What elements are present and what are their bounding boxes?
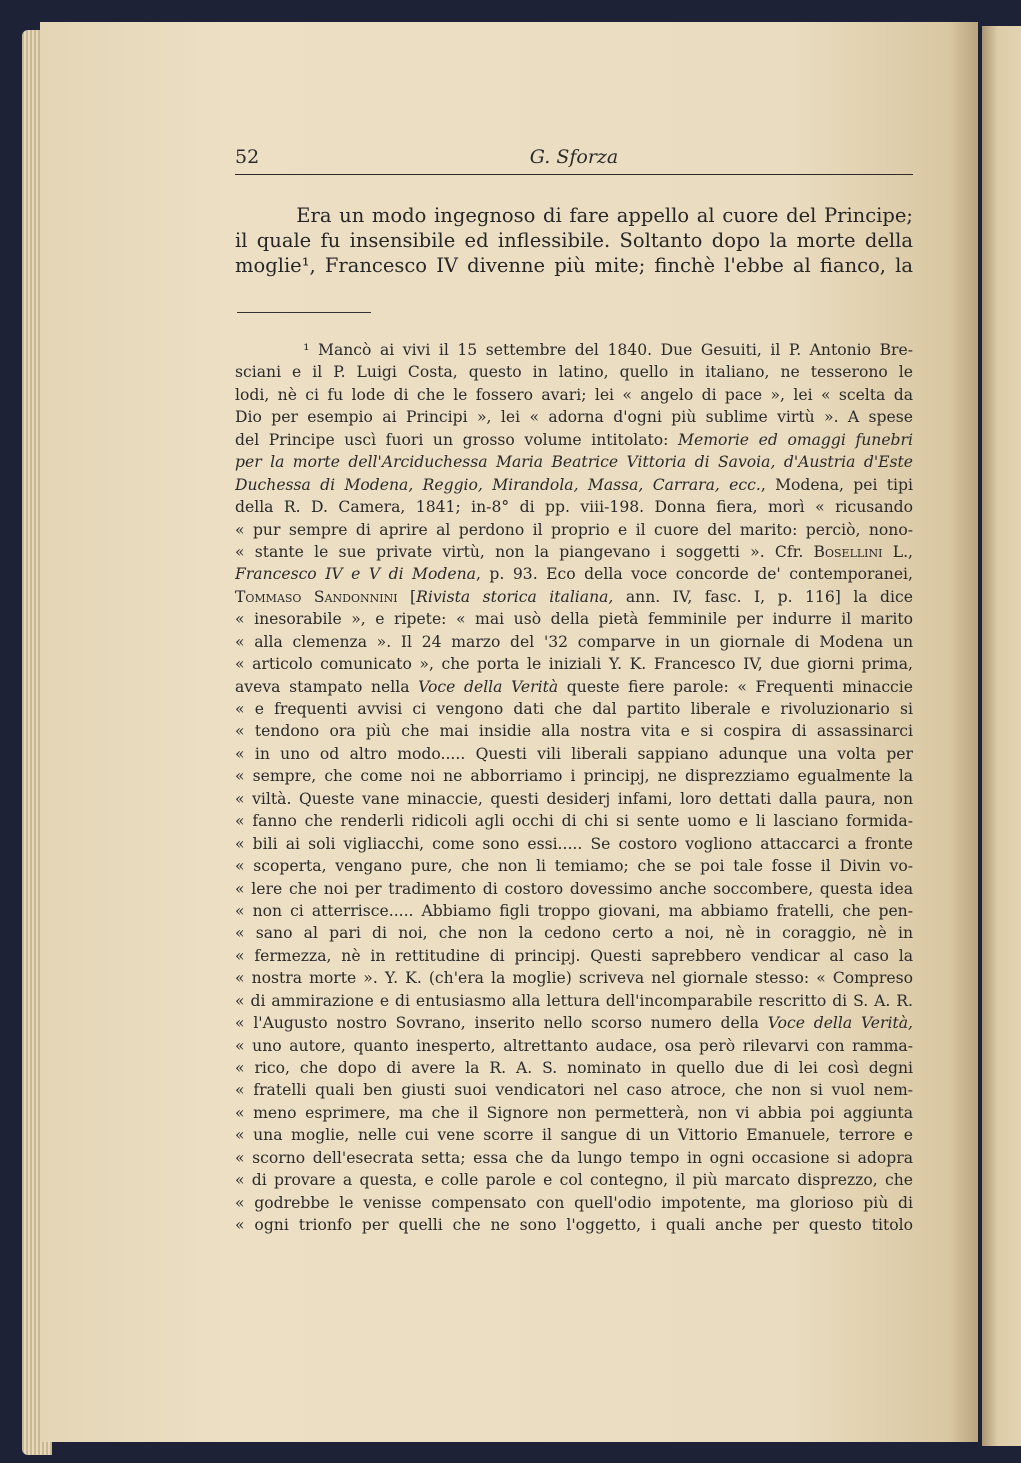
text-line bbox=[235, 1192, 913, 1214]
text-line bbox=[235, 1079, 913, 1101]
text-line bbox=[235, 1057, 913, 1079]
text-segment: Voce della Verità, bbox=[767, 1014, 913, 1033]
text-line bbox=[235, 429, 913, 451]
text-segment: Rivista storica italiana, bbox=[416, 587, 614, 606]
text-segment: del Principe uscì fuori un grosso volume intitolato: bbox=[235, 430, 678, 449]
text-line bbox=[235, 833, 913, 855]
text-line bbox=[235, 541, 913, 563]
text-line bbox=[235, 474, 913, 496]
text-line bbox=[235, 586, 913, 608]
text-line bbox=[235, 339, 913, 361]
text-segment: , p. 93. Eco della voce concorde de' contemporanei, bbox=[475, 565, 913, 584]
page-number: 52 bbox=[235, 146, 260, 168]
text-segment: Era un modo ingegnoso di fare appello al cuore del Principe; bbox=[235, 204, 913, 227]
text-segment: « fratelli quali ben giusti suoi vendicatori nel caso atroce, che non si vuol nem- bbox=[235, 1081, 913, 1100]
text-line bbox=[235, 608, 913, 630]
text-line bbox=[235, 922, 913, 944]
text-line bbox=[235, 878, 913, 900]
text-line bbox=[235, 990, 913, 1012]
text-segment: « bili ai soli vigliacchi, come sono essi..... Se costoro vogliono attaccarci a fronte bbox=[235, 834, 913, 853]
text-line bbox=[235, 1102, 913, 1124]
text-line bbox=[235, 228, 913, 253]
text-line bbox=[235, 900, 913, 922]
text-line bbox=[235, 855, 913, 877]
text-line bbox=[235, 361, 913, 383]
text-segment: Memorie ed omaggi funebri bbox=[678, 430, 913, 449]
text-segment: Francesco IV e V di Modena bbox=[235, 565, 476, 584]
text-segment: « inesorabile », e ripete: « mai usò della pietà femminile per indurre il marito bbox=[235, 610, 913, 629]
text-line bbox=[235, 1012, 913, 1034]
text-segment: « uno autore, quanto inesperto, altrettanto audace, osa però rilevarvi con ramma- bbox=[235, 1036, 913, 1055]
text-line bbox=[235, 967, 913, 989]
text-line bbox=[235, 384, 913, 406]
text-segment: « e frequenti avvisi ci vengono dati che dal partito liberale e rivoluzionario si bbox=[235, 700, 913, 718]
text-segment: « di ammirazione e di entusiasmo alla lettura dell'incomparabile rescritto di S. A. R. bbox=[235, 991, 913, 1010]
text-segment: « scoperta, vengano pure, che non li temiamo; che se poi tale fosse il Divin vo- bbox=[235, 857, 913, 876]
text-segment: « l'Augusto nostro Sovrano, inserito nello scorso numero della bbox=[235, 1014, 768, 1033]
footnote-rule bbox=[237, 312, 371, 313]
text-segment: Tommaso Sandonnini bbox=[235, 587, 398, 606]
text-segment: « godrebbe le venisse compensato con quell'odio impotente, ma glorioso più di bbox=[235, 1193, 913, 1212]
text-line bbox=[235, 676, 913, 698]
text-segment: « rico, che dopo di avere la R. A. S. nominato in quello due di lei così degni bbox=[235, 1059, 913, 1077]
text-line bbox=[235, 1147, 913, 1169]
text-segment: « ogni trionfo per quelli che ne sono l'oggetto, i quali anche per questo titolo bbox=[235, 1216, 913, 1235]
text-line bbox=[235, 810, 913, 832]
text-segment: « meno esprimere, ma che il Signore non permetterà, non vi abbia poi aggiunta bbox=[235, 1103, 913, 1122]
text-segment: Voce della Verità bbox=[418, 677, 559, 696]
text-segment: « pur sempre di aprire al perdono il proprio e il cuore del marito: perciò, nono- bbox=[235, 520, 913, 539]
text-line bbox=[235, 451, 913, 473]
text-line bbox=[235, 653, 913, 675]
text-line bbox=[235, 765, 913, 787]
text-segment: « alla clemenza ». Il 24 marzo del '32 comparve in un giornale di Modena un bbox=[235, 632, 913, 651]
text-line bbox=[235, 563, 913, 585]
text-segment: per la morte dell'Arciduchessa Maria Beatrice Vittoria di Savoia, d'Austria d'Este bbox=[235, 453, 913, 472]
running-header bbox=[235, 146, 913, 175]
text-segment: « di provare a questa, e colle parole e col contegno, il più marcato disprezzo, che bbox=[235, 1171, 913, 1190]
text-segment: [ bbox=[397, 587, 417, 606]
running-title: G. Sforza bbox=[529, 146, 619, 168]
text-line bbox=[235, 1035, 913, 1057]
text-segment: , Modena, pei tipi bbox=[760, 475, 913, 494]
text-segment: « non ci atterrisce..... Abbiamo figli troppo giovani, ma abbiamo fratelli, che pen- bbox=[235, 901, 913, 920]
text-segment: « in uno od altro modo..... Questi vili liberali sappiano adunque una volta per bbox=[235, 744, 913, 763]
text-line bbox=[235, 1124, 913, 1146]
text-line bbox=[235, 698, 913, 720]
text-segment: ann. IV, fasc. I, p. 116] la dice bbox=[613, 587, 913, 606]
text-segment: il quale fu insensibile ed inflessibile. Soltanto dopo la morte della bbox=[235, 229, 913, 252]
text-segment: L., bbox=[882, 542, 913, 561]
text-line bbox=[235, 253, 913, 278]
text-segment: Dio per esempio ai Principi », lei « adorna d'ogni più sublime virtù ». A spese bbox=[235, 408, 913, 427]
text-segment: « sempre, che come noi ne abborriamo i principj, ne disprezziamo egualmente la bbox=[235, 767, 913, 786]
text-segment: « sano al pari di noi, che non la cedono certo a noi, nè in coraggio, nè in bbox=[235, 924, 913, 943]
text-segment: « viltà. Queste vane minaccie, questi desiderj infami, loro dettati dalla paura, non bbox=[235, 789, 913, 808]
text-segment: sciani e il P. Luigi Costa, questo in latino, quello in italiano, ne tesserono le bbox=[235, 363, 913, 382]
text-line bbox=[235, 519, 913, 541]
main-text bbox=[235, 203, 913, 278]
text-segment: lodi, nè ci fu lode di che le fossero avari; lei « angelo di pace », lei « scelta da bbox=[235, 385, 913, 404]
text-segment: Bosellini bbox=[813, 542, 883, 561]
text-segment: « fermezza, nè in rettitudine di principj. Questi saprebbero vendicar al caso la bbox=[235, 946, 913, 965]
text-segment: « lere che noi per tradimento di costoro dovessimo anche soccombere, questa idea bbox=[235, 879, 913, 898]
text-line bbox=[235, 743, 913, 765]
text-segment: « stante le sue private virtù, non la piangevano i soggetti ». Cfr. bbox=[235, 542, 814, 561]
text-segment: « scorno dell'esecrata setta; essa che da lungo tempo in ogni occasione si adopra bbox=[235, 1148, 913, 1167]
text-segment: Duchessa di Modena, Reggio, Mirandola, Massa, Carrara, ecc. bbox=[235, 475, 761, 494]
text-line bbox=[235, 406, 913, 428]
text-line bbox=[235, 1214, 913, 1236]
text-segment: « fanno che renderli ridicoli agli occhi di chi si sente uomo e li lasciano formida- bbox=[235, 812, 913, 831]
text-line bbox=[235, 203, 913, 228]
text-segment: « articolo comunicato », che porta le iniziali Y. K. Francesco IV, due giorni prima, bbox=[235, 655, 913, 674]
text-segment: « tendono ora più che mai insidie alla nostra vita e si cospira di assassinarci bbox=[235, 722, 913, 741]
text-line bbox=[235, 631, 913, 653]
text-segment: moglie¹, Francesco IV divenne più mite; finchè l'ebbe al fianco, la bbox=[235, 254, 913, 277]
footnote bbox=[235, 339, 913, 1237]
text-line bbox=[235, 788, 913, 810]
text-line bbox=[235, 945, 913, 967]
text-line bbox=[235, 1169, 913, 1191]
text-segment: « una moglie, nelle cui vene scorre il sangue di un Vittorio Emanuele, terrore e bbox=[235, 1126, 913, 1145]
facing-page-edge bbox=[982, 26, 1021, 1446]
text-segment: queste fiere parole: « Frequenti minaccie bbox=[558, 677, 913, 696]
text-line bbox=[235, 720, 913, 742]
text-line bbox=[235, 496, 913, 518]
text-segment: aveva stampato nella bbox=[235, 677, 419, 696]
text-segment: « nostra morte ». Y. K. (ch'era la moglie) scriveva nel giornale stesso: « Compreso bbox=[235, 969, 913, 988]
text-segment: ¹ Mancò ai vivi il 15 settembre del 1840. Due Gesuiti, il P. Antonio Bre- bbox=[235, 341, 913, 359]
text-segment: della R. D. Camera, 1841; in-8° di pp. viii-198. Donna fiera, morì « ricusando bbox=[235, 498, 913, 517]
